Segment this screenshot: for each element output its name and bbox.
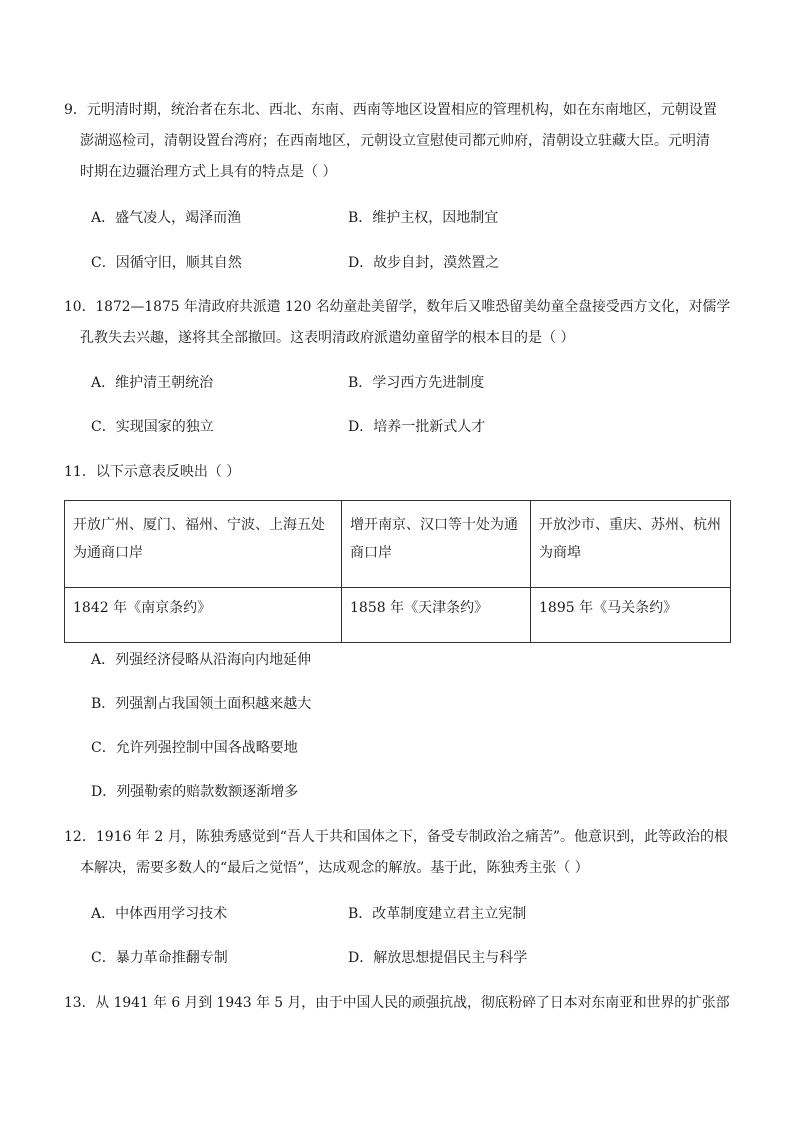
treaty-table [64,500,731,643]
table-cell: 增开南京、汉口等十处为通商口岸 [342,501,531,588]
q9-option-b: B．维护主权，因地制宜 [348,210,499,226]
q10-option-b: B．学习西方先进制度 [348,375,485,391]
table-cell: 1842 年《南京条约》 [65,588,342,643]
q12-option-a: A．中体西用学习技术 [91,906,228,922]
table-cell: 开放广州、厦门、福州、宁波、上海五处为通商口岸 [65,501,342,588]
q9-option-a: A．盛气凌人，竭泽而渔 [91,210,242,226]
q9-line-1: 9．元明清时期，统治者在东北、西北、东南、西南等地区设置相应的管理机构，如在东南地区，元朝设置 [64,102,717,118]
q12-line-2: 本解决，需要多数人的“最后之觉悟”，达成观念的解放。基于此，陈独秀主张（ ） [80,860,589,876]
table-row [65,501,731,588]
q11-option-c: C．允许列强控制中国各战略要地 [91,740,298,756]
q12-option-b: B．改革制度建立君主立宪制 [348,906,527,922]
q12-option-d: D．解放思想提倡民主与科学 [348,950,528,966]
q10-line-1: 10．1872—1875 年清政府共派遣 120 名幼童赴美留学，数年后又唯恐留美幼童全盘接受西方文化，对儒学 [64,299,731,315]
table-row [65,588,731,643]
q13-line-1: 13．从 1941 年 6 月到 1943 年 5 月，由于中国人民的顽强抗战，彻底粉碎了日本对东南亚和世界的扩张部 [64,995,730,1011]
q11-option-b: B．列强割占我国领土面积越来越大 [91,696,312,712]
q9-line-3: 时期在边疆治理方式上具有的特点是（ ） [80,164,337,180]
q12-line-1: 12．1916 年 2 月，陈独秀感觉到“吾人于共和国体之下，备受专制政治之痛苦”。他意识到，此等政治的根 [64,829,729,845]
q11-line-1: 11．以下示意表反映出（ ） [64,464,241,480]
q12-option-c: C．暴力革命推翻专制 [91,950,228,966]
table-cell: 1895 年《马关条约》 [531,588,731,643]
q11-option-d: D．列强勒索的赔款数额逐渐增多 [91,784,299,800]
q10-option-a: A．维护清王朝统治 [91,375,214,391]
table-cell: 1858 年《天津条约》 [342,588,531,643]
table-cell: 开放沙市、重庆、苏州、杭州为商埠 [531,501,731,588]
q11-option-a: A．列强经济侵略从沿海向内地延伸 [91,652,312,668]
q9-option-d: D．故步自封，漠然置之 [348,255,500,271]
q9-line-2: 澎湖巡检司，清朝设置台湾府；在西南地区，元朝设立宣慰使司都元帅府，清朝设立驻藏大臣。元明清 [80,133,710,149]
q10-option-d: D．培养一批新式人才 [348,419,486,435]
q10-line-2: 孔教失去兴趣，遂将其全部撤回。这表明清政府派遣幼童留学的根本目的是（ ） [80,330,575,346]
q10-option-c: C．实现国家的独立 [91,419,214,435]
q9-option-c: C．因循守旧，顺其自然 [91,255,242,271]
